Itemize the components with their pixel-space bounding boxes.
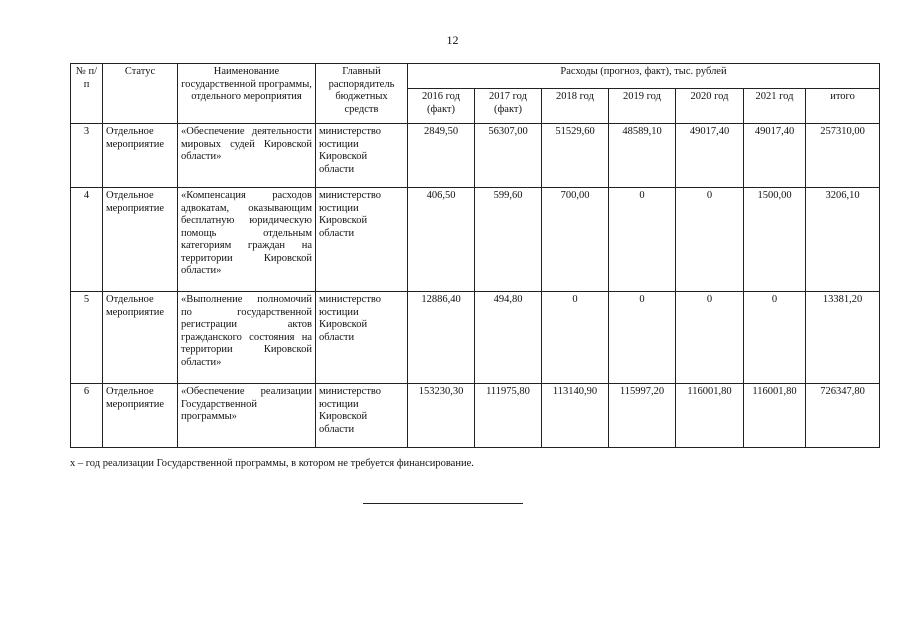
header-expenses: Расходы (прогноз, факт), тыс. рублей [408, 64, 880, 89]
row-name: «Обеспечение реализации Государственной программы» [178, 384, 316, 448]
value-2018: 113140,90 [542, 384, 609, 448]
header-year-2019: 2019 год [609, 89, 676, 124]
budget-table [70, 63, 880, 448]
value-2019: 0 [609, 188, 676, 292]
header-name: Наименование государственной программы, отдельного мероприятия [178, 64, 316, 124]
value-2020: 49017,40 [676, 124, 744, 188]
header-year-2018: 2018 год [542, 89, 609, 124]
value-2017: 111975,80 [475, 384, 542, 448]
value-2020: 0 [676, 292, 744, 384]
value-2019: 115997,20 [609, 384, 676, 448]
value-2017: 494,80 [475, 292, 542, 384]
row-name: «Компенсация расходов адвокатам, оказывающим бесплатную юридическую помощь отдельным категориям граждан на территории Кировской области» [178, 188, 316, 292]
value-2019: 0 [609, 292, 676, 384]
table-row [71, 384, 880, 448]
row-status: Отдельное мероприятие [103, 188, 178, 292]
value-2018: 0 [542, 292, 609, 384]
value-2016: 153230,30 [408, 384, 475, 448]
header-row-1 [71, 64, 880, 89]
header-num: № п/п [71, 64, 103, 124]
value-2016: 406,50 [408, 188, 475, 292]
value-2019: 48589,10 [609, 124, 676, 188]
table-row [71, 188, 880, 292]
value-2021: 1500,00 [744, 188, 806, 292]
header-admin: Главный распорядитель бюджетных средств [316, 64, 408, 124]
row-admin: министерство юстиции Кировской области [316, 188, 408, 292]
table-row [71, 124, 880, 188]
end-divider [363, 503, 523, 504]
header-year-2021: 2021 год [744, 89, 806, 124]
value-2017: 56307,00 [475, 124, 542, 188]
value-2021: 0 [744, 292, 806, 384]
row-status: Отдельное мероприятие [103, 292, 178, 384]
value-total: 726347,80 [806, 384, 880, 448]
footnote: х – год реализации Государственной программы, в котором не требуется финансирование. [70, 458, 474, 469]
row-name: «Выполнение полномочий по государственной регистрации актов гражданского состояния на территории Кировской области» [178, 292, 316, 384]
row-num: 5 [71, 292, 103, 384]
value-total: 3206,10 [806, 188, 880, 292]
header-total: итого [806, 89, 880, 124]
row-status: Отдельное мероприятие [103, 124, 178, 188]
row-admin: министерство юстиции Кировской области [316, 384, 408, 448]
row-num: 4 [71, 188, 103, 292]
table-row [71, 292, 880, 384]
value-2020: 116001,80 [676, 384, 744, 448]
value-2021: 49017,40 [744, 124, 806, 188]
value-2016: 12886,40 [408, 292, 475, 384]
header-status: Статус [103, 64, 178, 124]
value-2018: 700,00 [542, 188, 609, 292]
value-total: 13381,20 [806, 292, 880, 384]
value-2017: 599,60 [475, 188, 542, 292]
value-2018: 51529,60 [542, 124, 609, 188]
row-admin: министерство юстиции Кировской области [316, 124, 408, 188]
value-2016: 2849,50 [408, 124, 475, 188]
value-2021: 116001,80 [744, 384, 806, 448]
value-2020: 0 [676, 188, 744, 292]
row-num: 6 [71, 384, 103, 448]
row-name: «Обеспечение деятельности мировых судей Кировской области» [178, 124, 316, 188]
value-total: 257310,00 [806, 124, 880, 188]
page-number: 12 [446, 33, 459, 47]
header-year-2016: 2016 год (факт) [408, 89, 475, 124]
row-admin: министерство юстиции Кировской области [316, 292, 408, 384]
header-year-2020: 2020 год [676, 89, 744, 124]
row-num: 3 [71, 124, 103, 188]
row-status: Отдельное мероприятие [103, 384, 178, 448]
header-year-2017: 2017 год (факт) [475, 89, 542, 124]
